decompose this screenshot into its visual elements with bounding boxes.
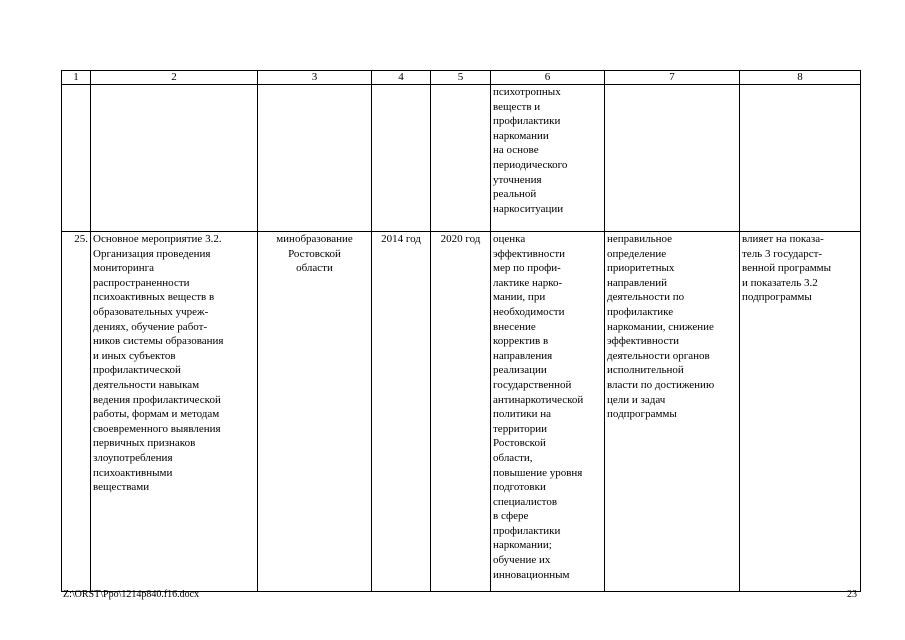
row-number: 25. (62, 232, 91, 592)
header-cell: 1 (62, 71, 91, 85)
table-cell (258, 85, 372, 232)
result-cell-continued: психотропных веществ и профилактики наркомании на основе периодического уточнения реальной наркоситуации (491, 85, 605, 232)
header-cell: 5 (431, 71, 491, 85)
header-cell: 6 (491, 71, 605, 85)
table-cell (740, 85, 861, 232)
consequences-cell: неправильное определение приоритетных направлений деятельности по профилактике наркомании, снижение эффективности деятельности органов исполнительной власти по достижению цели и задач подпрограммы (605, 232, 740, 592)
header-row (62, 71, 861, 85)
header-cell: 4 (372, 71, 431, 85)
table-cell (372, 85, 431, 232)
table-cell (605, 85, 740, 232)
footer-file-path: Z:\ORST\Ppo\1214p840.f16.docx (63, 589, 200, 600)
result-cell: оценка эффективности мер по профи- лактике нарко- мании, при необходимости внесение корректив в направления реализации государственной антинаркотической политики на территории Ростовской области, повышение уровня подготовки специалистов в сфере профилактики наркомании; обучение их инновационным (491, 232, 605, 592)
table-cell (431, 85, 491, 232)
table-cell (91, 85, 258, 232)
continuation-row (62, 85, 861, 232)
end-year-cell: 2020 год (431, 232, 491, 592)
footer-page-number: 23 (847, 589, 857, 600)
header-cell: 7 (605, 71, 740, 85)
measure-cell: Основное мероприятие 3.2. Организация проведения мониторинга распространенности психоактивных веществ в образовательных учреж- дениях, обучение работ- ников системы образования и иных субъектов профилактической деятельности навыкам ведения профилактической работы, формам и методам своевременного выявления первичных признаков злоупотребления психоактивными веществами (91, 232, 258, 592)
start-year-cell: 2014 год (372, 232, 431, 592)
relation-cell: влияет на показа- тель 3 государст- венной программы и показатель 3.2 подпрограммы (740, 232, 861, 592)
executor-cell: минобразование Ростовской области (258, 232, 372, 592)
header-cell: 8 (740, 71, 861, 85)
header-cell: 2 (91, 71, 258, 85)
header-cell: 3 (258, 71, 372, 85)
table-cell (62, 85, 91, 232)
measures-table (61, 70, 861, 592)
table-row-25 (62, 232, 861, 592)
